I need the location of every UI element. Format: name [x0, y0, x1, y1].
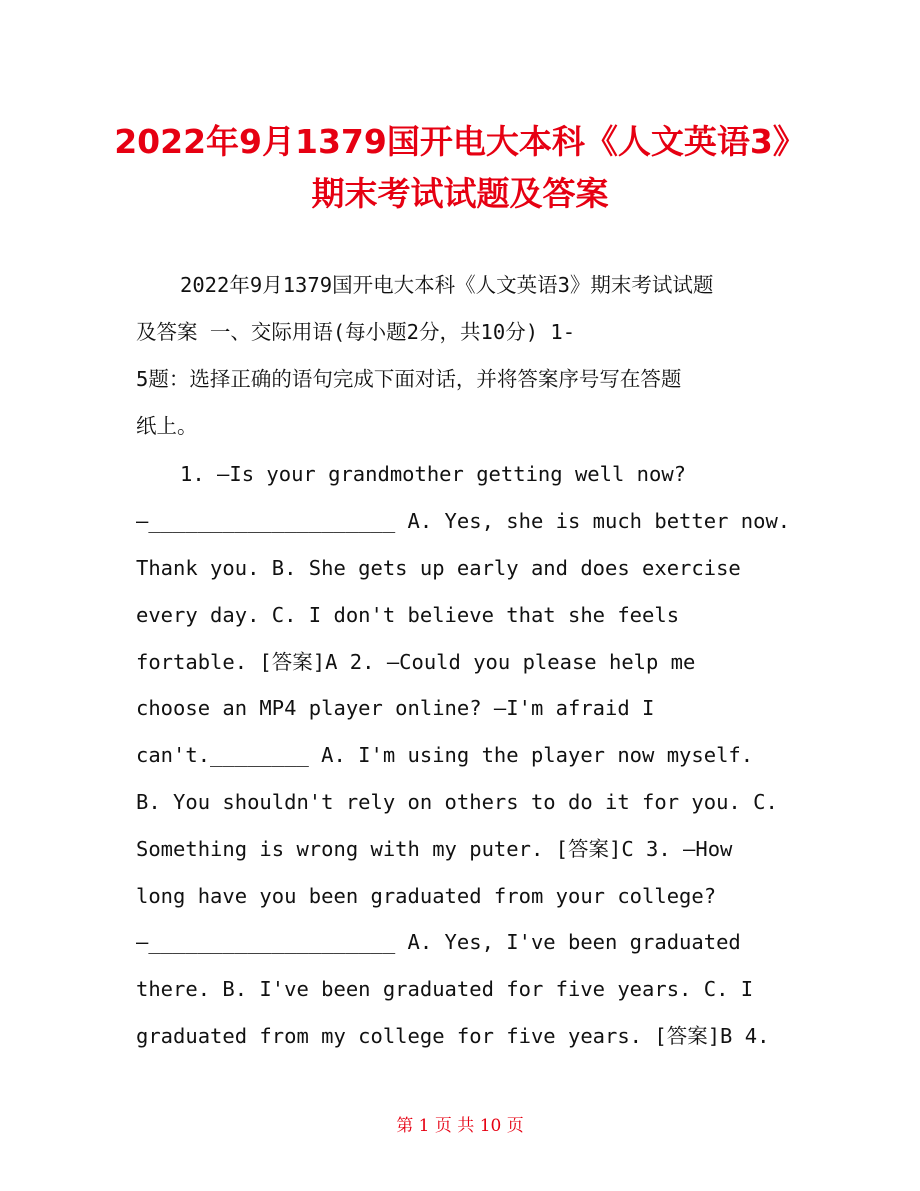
body-line: fortable. [答案]A 2. —Could you please help me — [136, 650, 696, 674]
document-title-line-1: 2022年9月1379国开电大本科《人文英语3》 — [114, 122, 806, 161]
body-line: long have you been graduated from your college? — [136, 884, 717, 908]
body-line: every day. C. I don't believe that she feels — [136, 603, 680, 627]
document-title-line-2: 期末考试试题及答案 — [311, 174, 609, 213]
body-line: 纸上。 — [136, 414, 198, 438]
body-line: 5题：选择正确的语句完成下面对话，并将答案序号写在答题 — [136, 367, 682, 391]
body-line: graduated from my college for five years. [答案]B 4. — [136, 1024, 770, 1048]
body-line: B. You shouldn't rely on others to do it for you. C. — [136, 790, 778, 814]
body-line: 2022年9月1379国开电大本科《人文英语3》期末考试试题 — [180, 273, 714, 297]
body-line: 1. —Is your grandmother getting well now? — [180, 462, 687, 486]
page-footer: 第 1 页 共 10 页 — [396, 1116, 524, 1136]
body-line: can't.________ A. I'm using the player now myself. — [136, 743, 754, 767]
body-line: 及答案 一、交际用语(每小题2分，共10分) 1- — [136, 320, 576, 344]
body-line: choose an MP4 player online? —I'm afraid I — [136, 696, 655, 720]
body-line: —____________________ A. Yes, I've been graduated — [136, 930, 741, 954]
body-line: Something is wrong with my puter. [答案]C 3. —How — [136, 837, 733, 861]
body-line: Thank you. B. She gets up early and does exercise — [136, 556, 741, 580]
body-line: there. B. I've been graduated for five years. C. I — [136, 977, 754, 1001]
body-line: —____________________ A. Yes, she is much better now. — [136, 509, 791, 533]
